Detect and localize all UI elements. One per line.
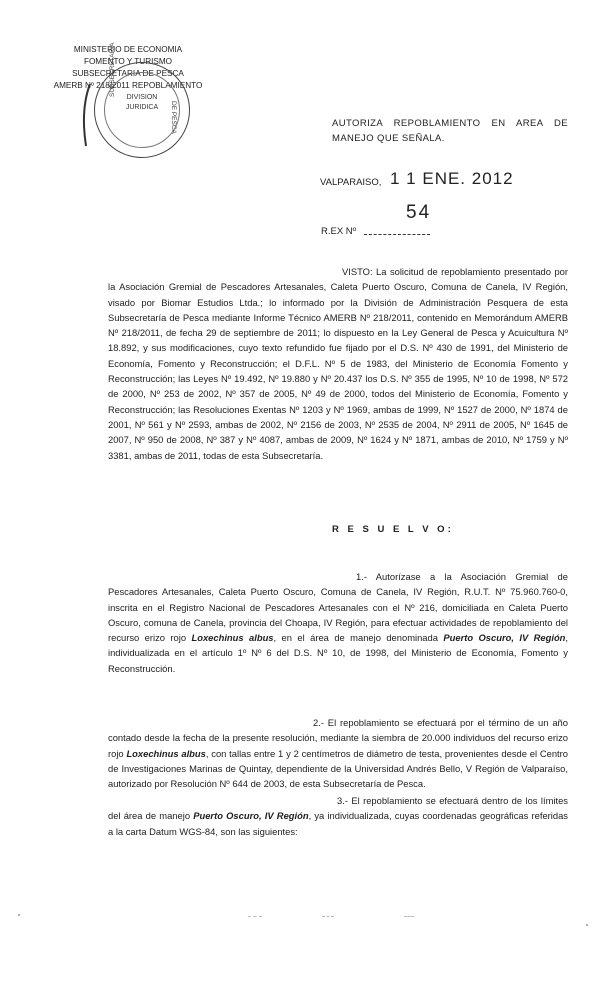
paragraph-text: , ya individualizada, cuyas coordenadas geográficas referidas a la carta Datum WGS-84, son las siguientes: xyxy=(108,810,568,837)
stamp-line: JURIDICA xyxy=(125,104,159,111)
paragraph-text: 3.- El repoblamiento se efectuará dentro de los límites del área de manejo xyxy=(108,795,568,822)
stamp-ring-text-right: DE PESCA xyxy=(170,101,177,134)
resolution-paragraph-1 xyxy=(108,569,568,676)
resolution-number: 54 xyxy=(406,202,432,223)
letterhead-line: SUBSECRETARIA DE PESCA xyxy=(72,69,184,78)
scan-artifact xyxy=(404,916,414,917)
date-stamp: 1 1 ENE. 2012 xyxy=(390,169,514,188)
species-name: Loxechinus albus xyxy=(126,747,206,759)
letterhead-line: AMERB Nº 218/2011 REPOBLAMIENTO xyxy=(53,81,203,90)
scan-artifact xyxy=(18,914,20,916)
area-name: Puerto Oscuro, IV Región xyxy=(443,632,566,644)
document-subject: AUTORIZA REPOBLAMIENTO EN AREA DE MANEJO QUE SEÑALA. xyxy=(332,118,568,144)
stamp-center-text xyxy=(95,93,189,113)
rex-number-line xyxy=(364,234,430,235)
resolution-paragraph-3 xyxy=(108,793,568,839)
letterhead-line: MINISTERIO DE ECONOMIA xyxy=(73,45,183,54)
paragraph-text: , en el área de manejo denominada xyxy=(273,632,444,644)
paragraph-text: , con tallas entre 1 y 2 centímetros de diámetro de testa, provenientes desde el Centro de Investigaciones Marinas de Quintay, dependiente de la Universidad Andrés Bello, V Región de Valparaíso, autorizado por Resolución Nº 644 de 2003, de esta Subsecretaría de Pesca. xyxy=(108,747,568,790)
scan-artifact xyxy=(586,924,588,926)
paragraph-text: , individualizada en el artículo 1º Nº 6 del D.S. Nº 10, de 1998, del Ministerio de Economía, Fomento y Reconstrucción. xyxy=(108,632,569,674)
resolution-paragraph-2 xyxy=(108,715,568,791)
stamp-ring-text-left: SUBSECRETARIA xyxy=(109,42,116,97)
stamp-line: DIVISION xyxy=(126,94,158,101)
letterhead-line: FOMENTO Y TURISMO xyxy=(83,57,173,66)
resuelvo-heading: R E S U E L V O: xyxy=(332,524,454,535)
area-name: Puerto Oscuro, IV Región xyxy=(193,810,309,822)
visto-text: La solicitud de repoblamiento presentado por la Asociación Gremial de Pescadores Artesanales, Caleta Puerto Oscuro, Comuna de Canela, IV Región, visado por Biomar Estudios Ltda.; lo informado por la División de Administración Pesquera de esta Subsecretaría de Pesca mediante Informe Técnico AMERB Nº 218/2011, contenido en Memorándum AMERB Nº 218/2011, de fecha 29 de septiembre de 2011; lo dispuesto en la Ley General de Pesca y Acuicultura Nº 18.892, y sus modificaciones, cuyo texto refundido fue fijado por el D.S. Nº 430 de 1991, del Ministerio de Economía, Fomento y Reconstrucción; el D.F.L. Nº 5 de 1983, del Ministerio de Economía Fomento y Reconstrucción; las Leyes Nº 19.492, Nº 19.880 y Nº 20.437 los D.S. Nº 355 de 1995, Nº 10 de 1998, Nº 572 de 2000, Nº 253 de 2002, Nº 357 de 2005, Nº 49 de 2000, todos del Ministerio de Economía, Fomento y Reconstrucción; las Resoluciones Exentas Nº 1203 y Nº 1969, ambas de 1999, Nº 1527 de 2000, Nº 1874 de 2001, Nº 561 y Nº 2593, ambas de 2002, Nº 2156 de 2003, Nº 2535 de 2004, Nº 2911 de 2005, Nº 1645 de 2007, Nº 950 de 2008, Nº 387 y Nº 4087, ambas de 2009, Nº 1624 y Nº 1871, ambas de 2010, Nº 1759 y Nº 3381, ambas de 2011, todas de esta Subsecretaría. xyxy=(108,266,568,461)
rex-label: R.EX Nº xyxy=(321,226,357,237)
species-name: Loxechinus albus xyxy=(191,632,274,644)
visto-lead: VISTO: xyxy=(342,266,373,277)
signature-stroke xyxy=(78,80,98,150)
paragraph-text: 2.- El repoblamiento se efectuará por el término de un año contado desde la fecha de la presente resolución, mediante la siembra de 20.000 individuos del recurso erizo rojo xyxy=(108,717,568,759)
scan-artifact xyxy=(322,916,334,917)
place-label: VALPARAISO, xyxy=(320,177,382,188)
visto-paragraph xyxy=(108,264,568,463)
scan-artifact xyxy=(248,916,262,917)
paragraph-text: 1.- Autorízase a la Asociación Gremial de Pescadores Artesanales, Caleta Puerto Oscuro, Comuna de Canela, IV Región, R.U.T. Nº 75.960.760-0, inscrita en el Registro Nacional de Pescadores Artesanales con el Nº 216, domiciliada en Caleta Puerto Oscuro, comuna de Canela, provincia del Choapa, IV Región, para efectuar actividades de repoblamiento del recurso erizo rojo xyxy=(108,571,568,644)
